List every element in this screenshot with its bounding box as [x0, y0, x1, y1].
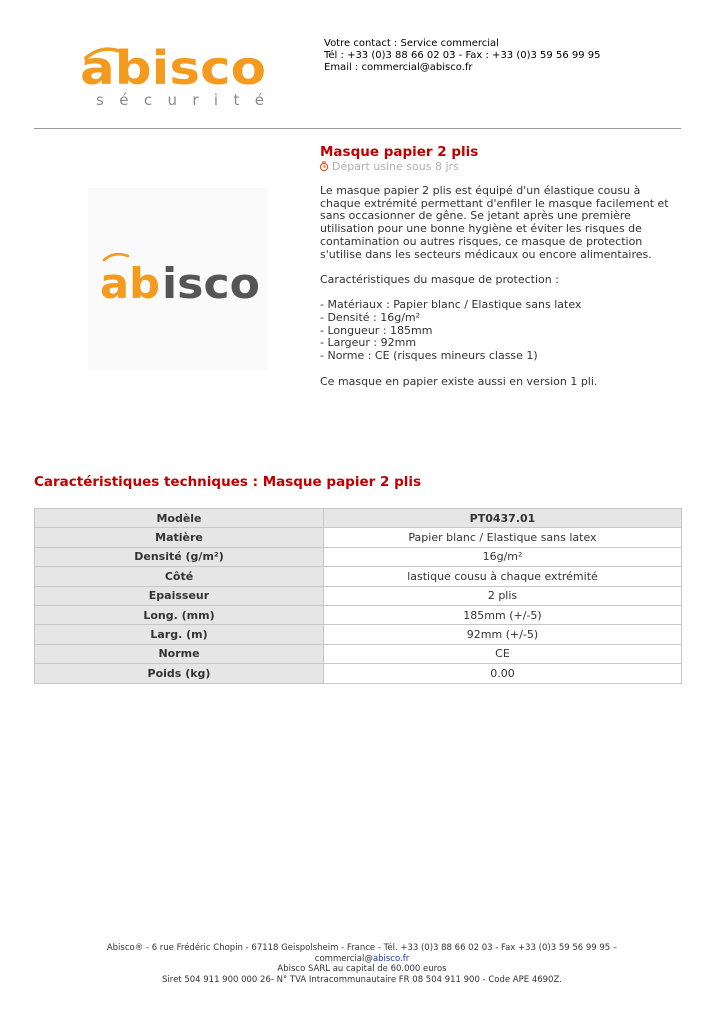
- table-row: [35, 567, 682, 586]
- features-heading: Caractéristiques du masque de protection :: [320, 272, 559, 286]
- spec-label: Densité (g/m²): [35, 547, 324, 566]
- footer-email: [0, 954, 724, 965]
- footer-email-link[interactable]: abisco.fr: [372, 953, 410, 964]
- product-description: [320, 185, 680, 388]
- product-title: Masque papier 2 plis: [320, 144, 479, 160]
- contact-phone-fax: Tél : +33 (0)3 88 66 02 03 - Fax : +33 (0)3 59 56 99 95: [324, 50, 601, 61]
- svg-text:isco: isco: [162, 259, 260, 308]
- feature-item: - Matériaux : Papier blanc / Elastique sans latex: [320, 298, 582, 312]
- page-footer: [0, 943, 724, 985]
- contact-service: Votre contact : Service commercial: [324, 38, 499, 49]
- spec-value: Papier blanc / Elastique sans latex: [324, 528, 682, 547]
- delivery-info: [319, 160, 459, 173]
- feature-item: - Norme : CE (risques mineurs classe 1): [320, 349, 538, 363]
- spec-value: 92mm (+/-5): [324, 625, 682, 644]
- footer-email-prefix: commercial@: [314, 953, 373, 964]
- table-row: [35, 509, 682, 528]
- spec-label: Matière: [35, 528, 324, 547]
- table-row: [35, 528, 682, 547]
- feature-item: - Longueur : 185mm: [320, 323, 433, 337]
- footer-registration: Siret 504 911 900 000 26- N° TVA Intracommunautaire FR 08 504 911 900 - Code APE 4690Z.: [162, 974, 562, 985]
- description-paragraph: Le masque papier 2 plis est équipé d'un élastique cousu à chaque extrémité permettant d'enfiler le masque facilement et sans occasionner de gêne. Se jetant après une première utilisation pour une bonne hygiène et éviter les risques de contamination ou autres risques, ce masque de protection s'utilise dans les secteurs médicaux ou encore alimentaires.: [320, 184, 669, 261]
- delivery-text: Départ usine sous 8 jrs: [332, 160, 459, 173]
- spec-label: Larg. (m): [35, 625, 324, 644]
- specs-title: Caractéristiques techniques : Masque papier 2 plis: [34, 474, 422, 490]
- spec-value: 2 plis: [324, 586, 682, 605]
- company-logo[interactable]: [78, 38, 278, 110]
- contact-email[interactable]: Email : commercial@abisco.fr: [324, 62, 473, 73]
- feature-item: - Densité : 16g/m²: [320, 311, 421, 324]
- header-divider: [34, 128, 681, 129]
- table-row: [35, 625, 682, 644]
- footer-capital: Abisco SARL au capital de 60.000 euros: [277, 964, 447, 974]
- spec-label: Poids (kg): [35, 664, 324, 683]
- spec-value: CE: [324, 644, 682, 663]
- footer-address: Abisco® - 6 rue Frédéric Chopin - 67118 Geispolsheim - France - Tél. +33 (0)3 88 66 02 03 - Fax +33 (0)3 59 56 99 95 –: [106, 943, 618, 953]
- spec-value: 0.00: [324, 664, 682, 683]
- logo-wordmark: abisco: [80, 41, 266, 95]
- spec-label: Long. (mm): [35, 605, 324, 624]
- table-row: [35, 586, 682, 605]
- spec-label: Norme: [35, 644, 324, 663]
- version-note: Ce masque en papier existe aussi en version 1 pli.: [320, 374, 598, 388]
- feature-item: - Largeur : 92mm: [320, 336, 417, 350]
- spec-value: PT0437.01: [324, 509, 682, 528]
- logo-tagline: sécurité: [96, 91, 264, 109]
- table-row: [35, 664, 682, 683]
- contact-block: [324, 38, 600, 74]
- table-row: [35, 605, 682, 624]
- spec-value: 16g/m²: [324, 547, 682, 566]
- table-row: [35, 547, 682, 566]
- table-row: [35, 644, 682, 663]
- spec-value: 185mm (+/-5): [324, 605, 682, 624]
- spec-label: Modèle: [35, 509, 324, 528]
- specs-table: [34, 508, 682, 684]
- spec-label: Côté: [35, 567, 324, 586]
- svg-text:ab: ab: [100, 259, 160, 308]
- truck-icon: [319, 161, 329, 172]
- spec-value: lastique cousu à chaque extrémité: [324, 567, 682, 586]
- spec-label: Epaisseur: [35, 586, 324, 605]
- product-image: [88, 188, 268, 370]
